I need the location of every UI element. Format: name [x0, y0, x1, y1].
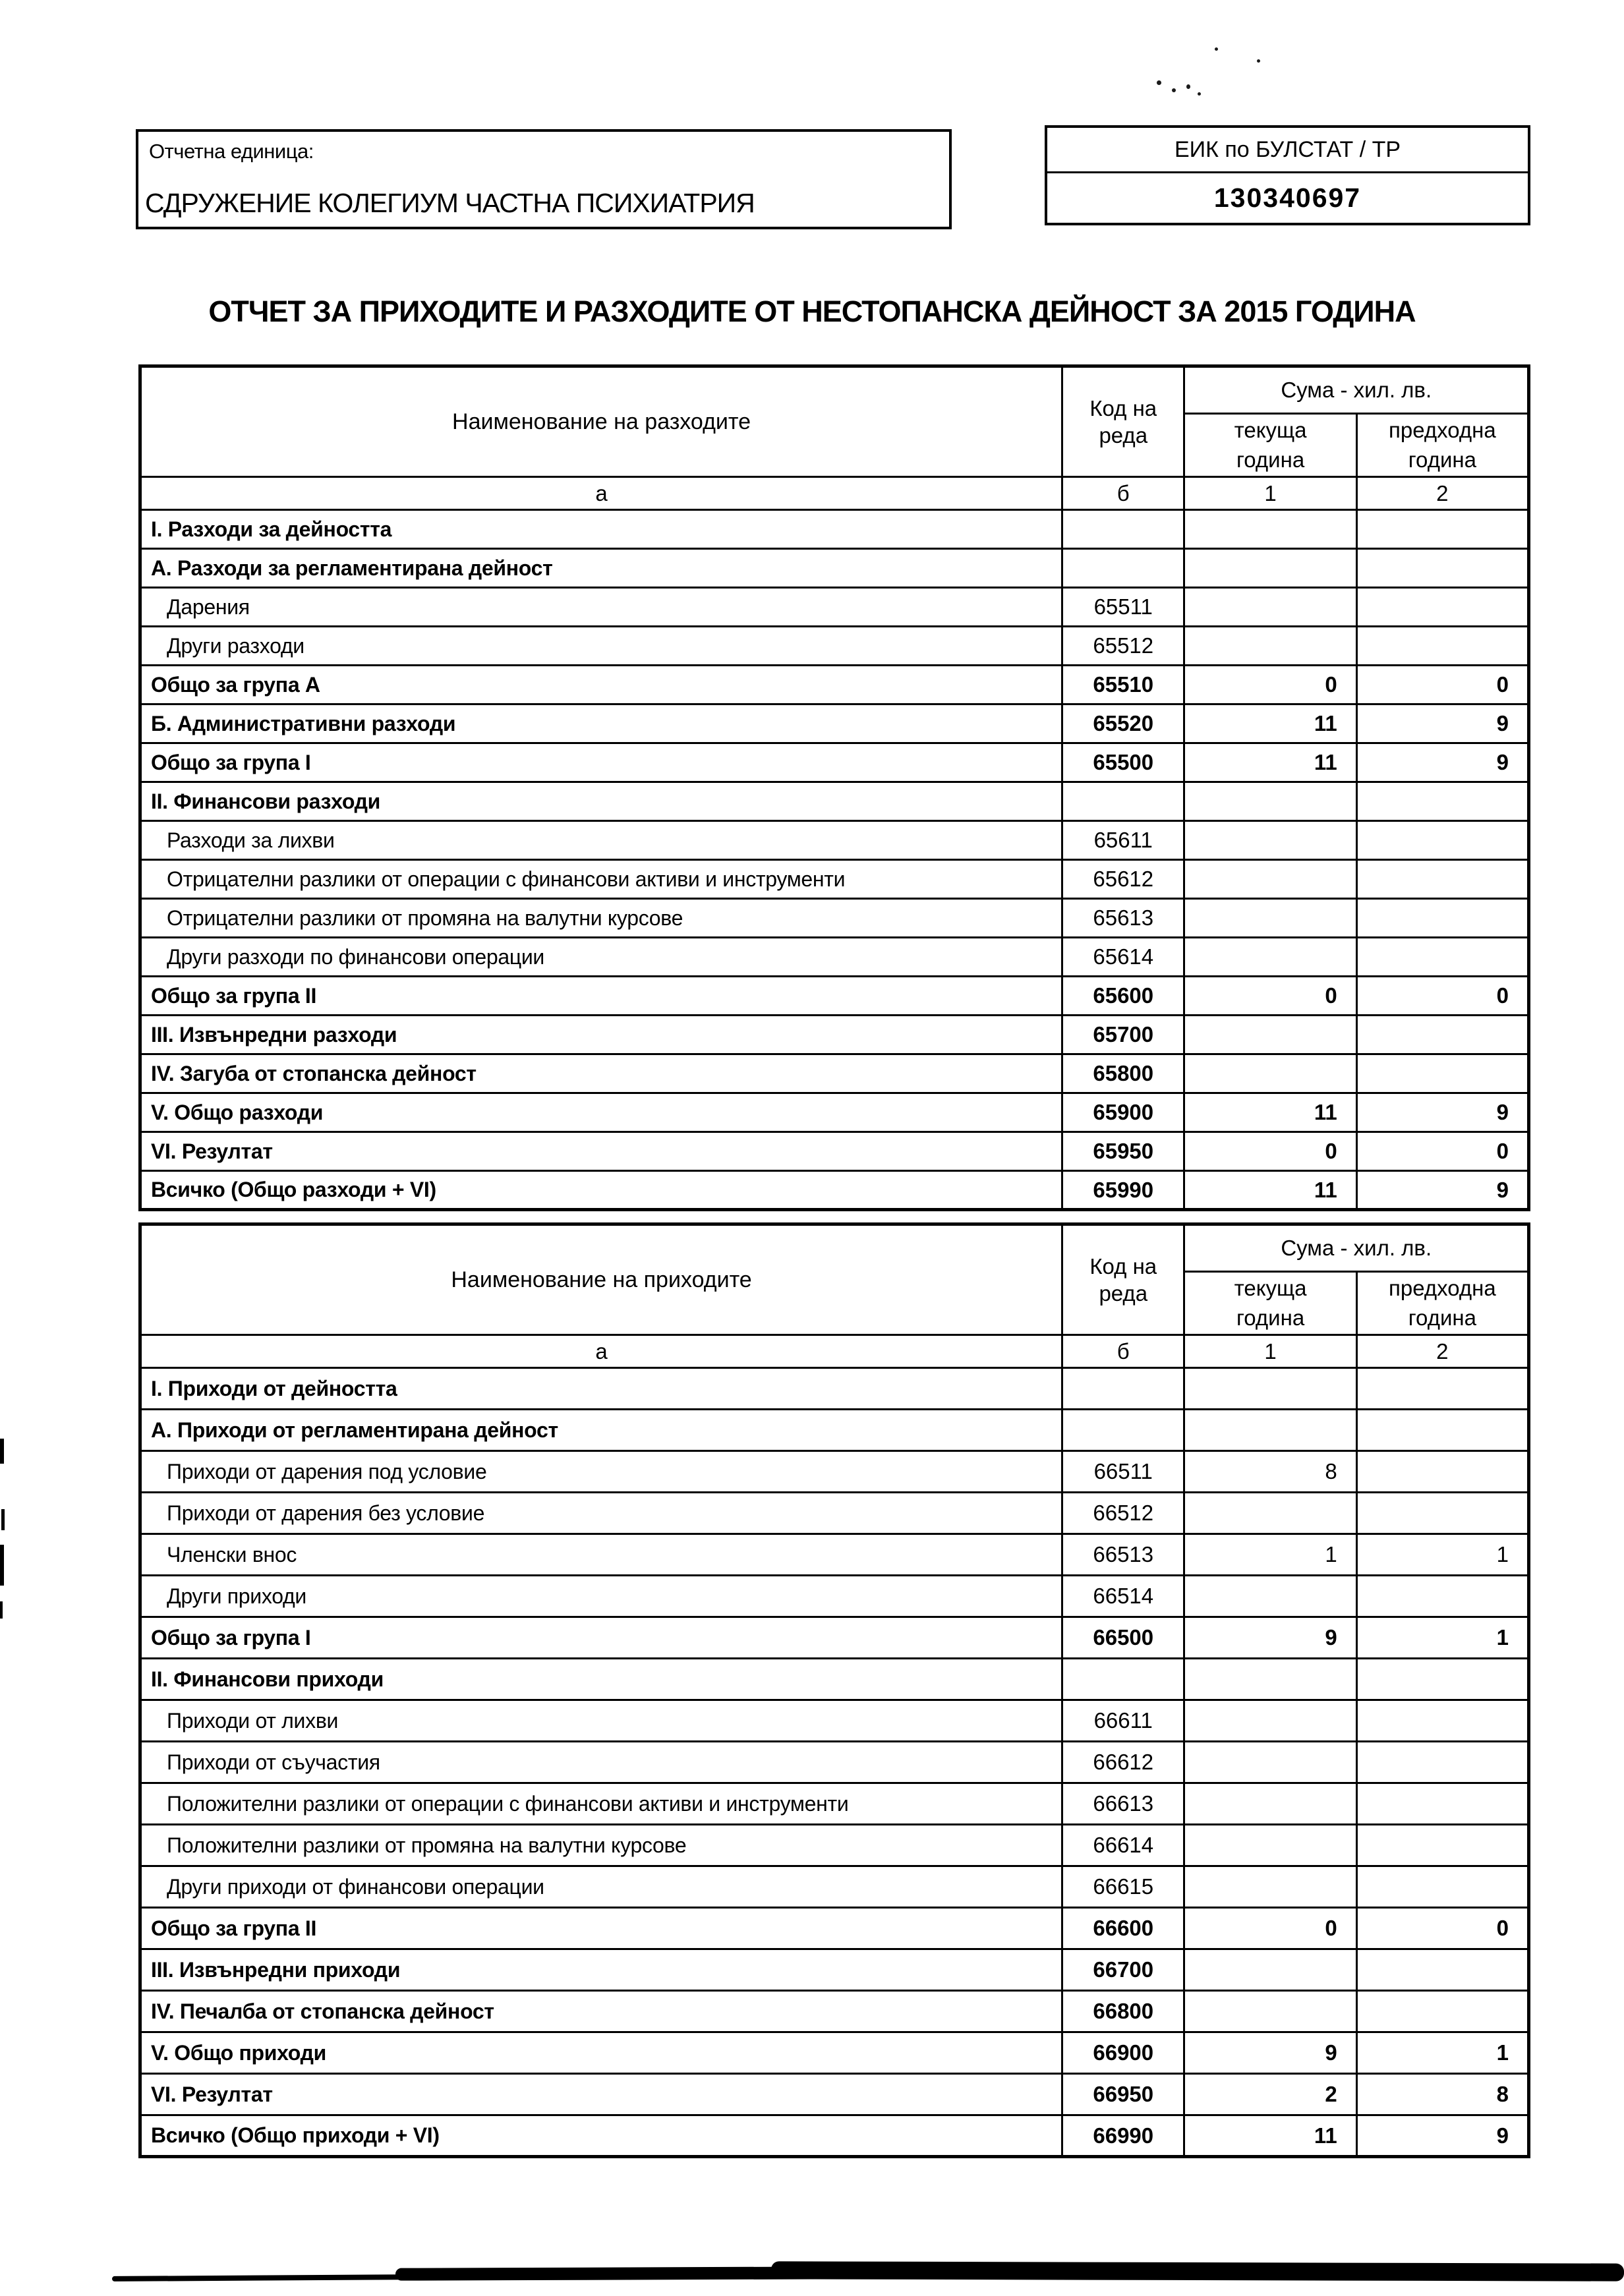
- row-label: Всичко (Общо приходи + VI): [140, 2115, 1062, 2157]
- scan-speck: [1215, 47, 1218, 51]
- row-code: [1062, 510, 1184, 549]
- scan-edge-artifact: [1, 1509, 5, 1530]
- row-previous-value: [1356, 1493, 1528, 1534]
- row-code: 66990: [1062, 2115, 1184, 2157]
- row-previous-value: 0: [1356, 977, 1528, 1016]
- table-row: [140, 510, 1529, 549]
- current-year-header: текуща година: [1184, 414, 1356, 477]
- row-code: 65500: [1062, 743, 1184, 782]
- scan-line-artifact: [771, 2261, 1624, 2281]
- row-previous-value: [1356, 1016, 1528, 1054]
- row-current-value: [1184, 899, 1356, 938]
- row-code: 66514: [1062, 1576, 1184, 1617]
- table-row: [140, 627, 1529, 666]
- row-code: 65800: [1062, 1054, 1184, 1093]
- row-current-value: 8: [1184, 1451, 1356, 1493]
- row-code: 66613: [1062, 1783, 1184, 1825]
- reporting-unit-label: Отчетна единица:: [149, 140, 314, 163]
- row-label: Всичко (Общо разходи + VI): [140, 1171, 1062, 1210]
- row-current-value: [1184, 1866, 1356, 1908]
- row-previous-value: [1356, 860, 1528, 899]
- row-current-value: [1184, 1054, 1356, 1093]
- table-row: [140, 1054, 1529, 1093]
- expenses-table: [138, 364, 1530, 1211]
- row-code: 65612: [1062, 860, 1184, 899]
- table-row: [140, 2115, 1529, 2157]
- subheader-2: 2: [1356, 477, 1528, 510]
- row-previous-value: 8: [1356, 2074, 1528, 2115]
- row-label: III. Извънредни приходи: [140, 1949, 1062, 1991]
- expenses-name-header: Наименование на разходите: [140, 366, 1062, 477]
- eik-box: [1045, 125, 1530, 225]
- row-code: [1062, 782, 1184, 821]
- table-row: [140, 1617, 1529, 1659]
- table-row: [140, 1783, 1529, 1825]
- eik-bulstat-label: ЕИК по БУЛСТАТ / ТР: [1047, 128, 1528, 173]
- row-current-value: [1184, 588, 1356, 627]
- table-row: [140, 1451, 1529, 1493]
- row-code: 65510: [1062, 666, 1184, 704]
- row-previous-value: [1356, 1783, 1528, 1825]
- row-current-value: 11: [1184, 743, 1356, 782]
- row-previous-value: [1356, 1866, 1528, 1908]
- table-row: [140, 549, 1529, 588]
- row-label: Положителни разлики от промяна на валутни курсове: [140, 1825, 1062, 1866]
- row-label: V. Общо приходи: [140, 2032, 1062, 2074]
- row-label: II. Финансови разходи: [140, 782, 1062, 821]
- scan-edge-artifact: [0, 1545, 4, 1586]
- row-label: Общо за група I: [140, 743, 1062, 782]
- row-code: 65990: [1062, 1171, 1184, 1210]
- row-label: Приходи от лихви: [140, 1700, 1062, 1742]
- scan-edge-artifact: [0, 1439, 4, 1464]
- row-code: 66611: [1062, 1700, 1184, 1742]
- row-previous-value: [1356, 1054, 1528, 1093]
- row-label: I. Приходи от дейността: [140, 1368, 1062, 1410]
- row-previous-value: [1356, 821, 1528, 860]
- row-label: Положителни разлики от операции с финансови активи и инструменти: [140, 1783, 1062, 1825]
- row-label: Общо за група А: [140, 666, 1062, 704]
- row-previous-value: 9: [1356, 743, 1528, 782]
- table-row: [140, 860, 1529, 899]
- row-current-value: [1184, 510, 1356, 549]
- row-code: 66615: [1062, 1866, 1184, 1908]
- row-previous-value: 1: [1356, 2032, 1528, 2074]
- row-label: Разходи за лихви: [140, 821, 1062, 860]
- previous-year-header: предходна година: [1356, 1272, 1528, 1335]
- previous-year-header: предходна година: [1356, 414, 1528, 477]
- row-code: 65950: [1062, 1132, 1184, 1171]
- row-previous-value: [1356, 1576, 1528, 1617]
- row-label: Общо за група I: [140, 1617, 1062, 1659]
- row-current-value: 0: [1184, 1908, 1356, 1949]
- row-current-value: [1184, 938, 1356, 977]
- row-previous-value: [1356, 899, 1528, 938]
- row-current-value: 11: [1184, 2115, 1356, 2157]
- row-label: I. Разходи за дейността: [140, 510, 1062, 549]
- row-label: Отрицателни разлики от операции с финансови активи и инструменти: [140, 860, 1062, 899]
- row-label: Приходи от дарения под условие: [140, 1451, 1062, 1493]
- row-previous-value: [1356, 1949, 1528, 1991]
- row-current-value: [1184, 1949, 1356, 1991]
- row-code: 66700: [1062, 1949, 1184, 1991]
- row-current-value: [1184, 1368, 1356, 1410]
- scan-speck: [1257, 59, 1260, 63]
- row-current-value: [1184, 860, 1356, 899]
- row-current-value: 11: [1184, 704, 1356, 743]
- row-label: А. Приходи от регламентирана дейност: [140, 1410, 1062, 1451]
- row-code: 66612: [1062, 1742, 1184, 1783]
- row-current-value: [1184, 1700, 1356, 1742]
- row-label: VI. Резултат: [140, 2074, 1062, 2115]
- row-label: Приходи от съучастия: [140, 1742, 1062, 1783]
- table-row: [140, 1908, 1529, 1949]
- row-code-header: Код на реда: [1062, 1224, 1184, 1335]
- incomes-table: [138, 1222, 1530, 2158]
- row-code: 65900: [1062, 1093, 1184, 1132]
- row-label: Дарения: [140, 588, 1062, 627]
- row-previous-value: [1356, 627, 1528, 666]
- row-current-value: [1184, 1783, 1356, 1825]
- row-code: 66614: [1062, 1825, 1184, 1866]
- reporting-unit-box: [136, 129, 952, 229]
- row-previous-value: [1356, 1700, 1528, 1742]
- subheader-a: а: [140, 477, 1062, 510]
- subheader-b: б: [1062, 477, 1184, 510]
- row-current-value: [1184, 821, 1356, 860]
- table-row: [140, 743, 1529, 782]
- row-code: 66512: [1062, 1493, 1184, 1534]
- scan-speck: [1157, 80, 1161, 85]
- table-row: [140, 1742, 1529, 1783]
- row-label: Отрицателни разлики от промяна на валутни курсове: [140, 899, 1062, 938]
- row-current-value: [1184, 1576, 1356, 1617]
- row-previous-value: [1356, 1825, 1528, 1866]
- table-row: [140, 666, 1529, 704]
- row-label: IV. Загуба от стопанска дейност: [140, 1054, 1062, 1093]
- row-previous-value: [1356, 588, 1528, 627]
- table-row: [140, 1132, 1529, 1171]
- subheader-1: 1: [1184, 1335, 1356, 1368]
- table-row: [140, 1825, 1529, 1866]
- table-row: [140, 588, 1529, 627]
- report-title: ОТЧЕТ ЗА ПРИХОДИТЕ И РАЗХОДИТЕ ОТ НЕСТОПАНСКА ДЕЙНОСТ ЗА 2015 ГОДИНА: [208, 295, 1416, 328]
- row-previous-value: 9: [1356, 2115, 1528, 2157]
- row-current-value: 9: [1184, 2032, 1356, 2074]
- row-label: Други разходи: [140, 627, 1062, 666]
- row-previous-value: [1356, 1742, 1528, 1783]
- row-current-value: 1: [1184, 1534, 1356, 1576]
- table-row: [140, 938, 1529, 977]
- row-previous-value: [1356, 1991, 1528, 2032]
- row-current-value: [1184, 1016, 1356, 1054]
- row-current-value: [1184, 1825, 1356, 1866]
- table-row: [140, 821, 1529, 860]
- scan-speck: [1172, 88, 1176, 92]
- row-current-value: [1184, 1659, 1356, 1700]
- row-current-value: 11: [1184, 1171, 1356, 1210]
- row-current-value: 0: [1184, 666, 1356, 704]
- row-label: III. Извънредни разходи: [140, 1016, 1062, 1054]
- row-label: Общо за група II: [140, 1908, 1062, 1949]
- incomes-name-header: Наименование на приходите: [140, 1224, 1062, 1335]
- row-current-value: [1184, 627, 1356, 666]
- row-previous-value: [1356, 782, 1528, 821]
- row-label: II. Финансови приходи: [140, 1659, 1062, 1700]
- reporting-unit-name: СДРУЖЕНИЕ КОЛЕГИУМ ЧАСТНА ПСИХИАТРИЯ: [145, 188, 755, 218]
- subheader-a: а: [140, 1335, 1062, 1368]
- eik-bulstat-value: 130340697: [1213, 183, 1362, 213]
- table-row: [140, 704, 1529, 743]
- row-code: 65614: [1062, 938, 1184, 977]
- row-current-value: 11: [1184, 1093, 1356, 1132]
- row-previous-value: [1356, 1451, 1528, 1493]
- row-code: 65600: [1062, 977, 1184, 1016]
- row-current-value: [1184, 549, 1356, 588]
- table-row: [140, 1700, 1529, 1742]
- row-previous-value: 1: [1356, 1617, 1528, 1659]
- row-code: 65611: [1062, 821, 1184, 860]
- row-label: Приходи от дарения без условие: [140, 1493, 1062, 1534]
- row-code: 65613: [1062, 899, 1184, 938]
- row-previous-value: 1: [1356, 1534, 1528, 1576]
- row-previous-value: 0: [1356, 1908, 1528, 1949]
- table-row: [140, 1534, 1529, 1576]
- row-code: [1062, 1410, 1184, 1451]
- row-current-value: [1184, 1493, 1356, 1534]
- table-row: [140, 2074, 1529, 2115]
- row-current-value: [1184, 1991, 1356, 2032]
- row-code: 66600: [1062, 1908, 1184, 1949]
- subheader-b: б: [1062, 1335, 1184, 1368]
- table-row: [140, 1949, 1529, 1991]
- current-year-header: текуща година: [1184, 1272, 1356, 1335]
- row-code: 66900: [1062, 2032, 1184, 2074]
- row-label: IV. Печалба от стопанска дейност: [140, 1991, 1062, 2032]
- scan-edge-artifact: [0, 1601, 3, 1619]
- table-row: [140, 1493, 1529, 1534]
- row-label: Членски внос: [140, 1534, 1062, 1576]
- row-previous-value: [1356, 938, 1528, 977]
- scan-speck: [1186, 84, 1190, 89]
- scan-speck: [1198, 92, 1201, 96]
- row-code: [1062, 1368, 1184, 1410]
- subheader-1: 1: [1184, 477, 1356, 510]
- row-code-header: Код на реда: [1062, 366, 1184, 477]
- subheader-2: 2: [1356, 1335, 1528, 1368]
- row-label: Други приходи: [140, 1576, 1062, 1617]
- row-label: Други разходи по финансови операции: [140, 938, 1062, 977]
- row-code: 66511: [1062, 1451, 1184, 1493]
- table-row: [140, 1991, 1529, 2032]
- row-label: Б. Административни разходи: [140, 704, 1062, 743]
- row-current-value: 0: [1184, 977, 1356, 1016]
- row-current-value: [1184, 1742, 1356, 1783]
- row-code: [1062, 549, 1184, 588]
- row-previous-value: [1356, 1410, 1528, 1451]
- row-code: [1062, 1659, 1184, 1700]
- row-current-value: 0: [1184, 1132, 1356, 1171]
- row-previous-value: [1356, 549, 1528, 588]
- row-code: 65520: [1062, 704, 1184, 743]
- sum-header: Сума - хил. лв.: [1184, 366, 1529, 414]
- table-row: [140, 1659, 1529, 1700]
- row-current-value: [1184, 1410, 1356, 1451]
- table-row: [140, 1093, 1529, 1132]
- row-previous-value: [1356, 1659, 1528, 1700]
- row-previous-value: 9: [1356, 1093, 1528, 1132]
- table-row: [140, 1866, 1529, 1908]
- table-row: [140, 1410, 1529, 1451]
- row-previous-value: 9: [1356, 704, 1528, 743]
- table-row: [140, 1171, 1529, 1210]
- table-row: [140, 899, 1529, 938]
- row-label: VI. Резултат: [140, 1132, 1062, 1171]
- row-previous-value: 9: [1356, 1171, 1528, 1210]
- row-code: 65512: [1062, 627, 1184, 666]
- table-row: [140, 2032, 1529, 2074]
- table-row: [140, 782, 1529, 821]
- table-row: [140, 1576, 1529, 1617]
- row-label: А. Разходи за регламентирана дейност: [140, 549, 1062, 588]
- row-previous-value: 0: [1356, 1132, 1528, 1171]
- row-code: 66513: [1062, 1534, 1184, 1576]
- row-current-value: [1184, 782, 1356, 821]
- table-row: [140, 977, 1529, 1016]
- row-code: 66950: [1062, 2074, 1184, 2115]
- row-current-value: 2: [1184, 2074, 1356, 2115]
- row-label: V. Общо разходи: [140, 1093, 1062, 1132]
- row-previous-value: [1356, 1368, 1528, 1410]
- row-code: 65700: [1062, 1016, 1184, 1054]
- row-code: 66800: [1062, 1991, 1184, 2032]
- row-label: Общо за група II: [140, 977, 1062, 1016]
- sum-header: Сума - хил. лв.: [1184, 1224, 1529, 1272]
- table-row: [140, 1368, 1529, 1410]
- row-previous-value: 0: [1356, 666, 1528, 704]
- row-label: Други приходи от финансови операции: [140, 1866, 1062, 1908]
- row-previous-value: [1356, 510, 1528, 549]
- row-code: 66500: [1062, 1617, 1184, 1659]
- row-code: 65511: [1062, 588, 1184, 627]
- table-row: [140, 1016, 1529, 1054]
- row-current-value: 9: [1184, 1617, 1356, 1659]
